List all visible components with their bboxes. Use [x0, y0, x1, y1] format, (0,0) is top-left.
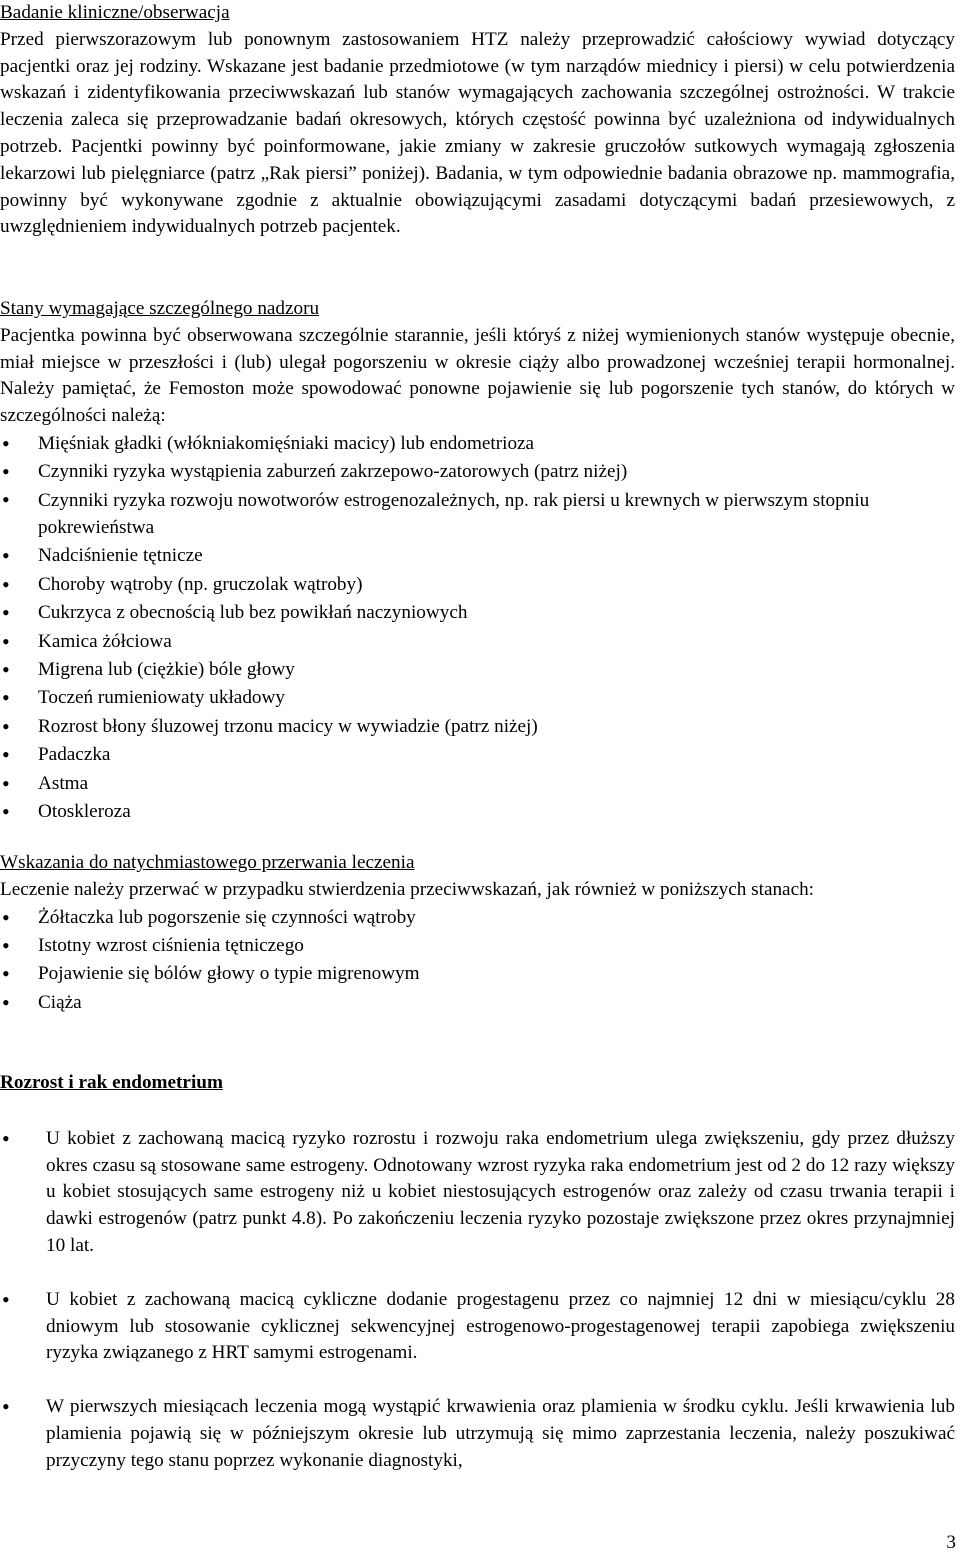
- list-item: • U kobiet z zachowaną macicą cykliczne dodanie progestagenu przez co najmniej 12 dni w miesiącu/cyklu 28 dniowym lub stosowanie cyklicznej sekwencyjnej estrogenowo-progestagenowej terapii zapobiega zwiększeniu ryzyka związanego z HRT samymi estrogenami.: [0, 1287, 955, 1367]
- list-item: • U kobiet z zachowaną macicą ryzyko rozrostu i rozwoju raka endometrium ulega zwiększeniu, gdy przez dłuższy okres czasu są stosowane same estrogeny. Odnotowany wzrost ryzyka raka endometrium jest od 2 do 12 razy większy u kobiet stosujących same estrogeny niż u kobiet niestosujących estrogenów oraz zależy od czasu trwania terapii i dawki estrogenów (patrz punkt 4.8). Po zakończeniu leczenia ryzyko pozostaje zwiększone przez okres przynajmniej 10 lat.: [0, 1126, 955, 1260]
- list-item: • Rozrost błony śluzowej trzonu macicy w wywiadzie (patrz niżej): [0, 713, 955, 741]
- section-paragraph: Leczenie należy przerwać w przypadku stwierdzenia przeciwwskazań, jak również w poniższych stanach:: [0, 878, 815, 900]
- list-item: • Nadciśnienie tętnicze: [0, 542, 955, 570]
- list-item: • Choroby wątroby (np. gruczolak wątroby): [0, 571, 955, 599]
- list-item: • Padaczka: [0, 741, 955, 769]
- section-paragraph: Przed pierwszorazowym lub ponownym zastosowaniem HTZ należy przeprowadzić całościowy wywiad dotyczący pacjentki oraz jej rodziny. Wskazane jest badanie przedmiotowe (w tym narządów miednicy i piersi) w celu potwierdzenia wskazań i zidentyfikowania przeciwwskazań lub stanów wymagających zachowania szczególnej ostrożności. W trakcie leczenia zaleca się przeprowadzanie badań okresowych, których częstość powinna być uzależniona od indywidualnych potrzeb. Pacjentki powinny być poinformowane, jakie zmiany w zakresie gruczołów sutkowych wymagają zgłoszenia lekarzowi lub pielęgniarce (patrz „Rak piersi” poniżej). Badania, w tym odpowiednie badania obrazowe np. mammografia, powinny być wykonywane zgodnie z aktualnie obowiązującymi zasadami dotyczącymi badań przesiewowych, z uwzględnieniem indywidualnych potrzeb pacjentek.: [0, 28, 955, 238]
- section-clinical-exam: [0, 0, 955, 241]
- section-paragraph: Pacjentka powinna być obserwowana szczególnie starannie, jeśli któryś z niżej wymienionych stanów występuje obecnie, miał miejsce w przeszłości i (lub) ulegał pogorszeniu w okresie ciąży albo prowadzonej wcześniej terapii hormonalnej. Należy pamiętać, że Femoston może spowodować ponowne pojawienie się lub pogorszenie tych stanów, do których w szczególności należą:: [0, 324, 955, 427]
- page-number: 3: [946, 1532, 956, 1553]
- section-heading: Wskazania do natychmiastowego przerwania leczenia: [0, 852, 415, 873]
- list-item: • Żółtaczka lub pogorszenie się czynności wątroby: [0, 904, 955, 932]
- section-discontinuation: [0, 850, 955, 1017]
- discontinuation-list: [0, 904, 955, 1018]
- list-item: • Istotny wzrost ciśnienia tętniczego: [0, 932, 955, 960]
- section-heading: Stany wymagające szczególnego nadzoru: [0, 298, 320, 319]
- list-item: • Cukrzyca z obecnością lub bez powikłań naczyniowych: [0, 599, 955, 627]
- list-item: • Kamica żółciowa: [0, 628, 955, 656]
- section-endometrium: [0, 1070, 955, 1475]
- list-item: • Mięśniak gładki (włókniakomięśniaki macicy) lub endometrioza: [0, 430, 955, 458]
- list-item: • Ciąża: [0, 989, 955, 1017]
- list-item: • Toczeń rumieniowaty układowy: [0, 684, 955, 712]
- conditions-list: [0, 430, 955, 826]
- section-heading: Rozrost i rak endometrium: [0, 1072, 223, 1093]
- list-item: • W pierwszych miesiącach leczenia mogą wystąpić krwawienia oraz plamienia w środku cyklu. Jeśli krwawienia lub plamienia pojawią się w późniejszym okresie lub utrzymują się mimo zaprzestania leczenia, należy poszukiwać przyczyny tego stanu poprzez wykonanie diagnostyki,: [0, 1394, 955, 1474]
- section-special-supervision: [0, 296, 955, 826]
- endometrium-list: [0, 1126, 955, 1475]
- section-heading: Badanie kliniczne/obserwacja: [0, 2, 230, 23]
- list-item: • Otoskleroza: [0, 798, 955, 826]
- list-item: • Migrena lub (ciężkie) bóle głowy: [0, 656, 955, 684]
- list-item: • Czynniki ryzyka rozwoju nowotworów estrogenozależnych, np. rak piersi u krewnych w pierwszym stopniu pokrewieństwa: [0, 487, 955, 543]
- list-item: • Czynniki ryzyka wystąpienia zaburzeń zakrzepowo-zatorowych (patrz niżej): [0, 458, 955, 486]
- list-item: • Astma: [0, 770, 955, 798]
- list-item: • Pojawienie się bólów głowy o typie migrenowym: [0, 960, 955, 988]
